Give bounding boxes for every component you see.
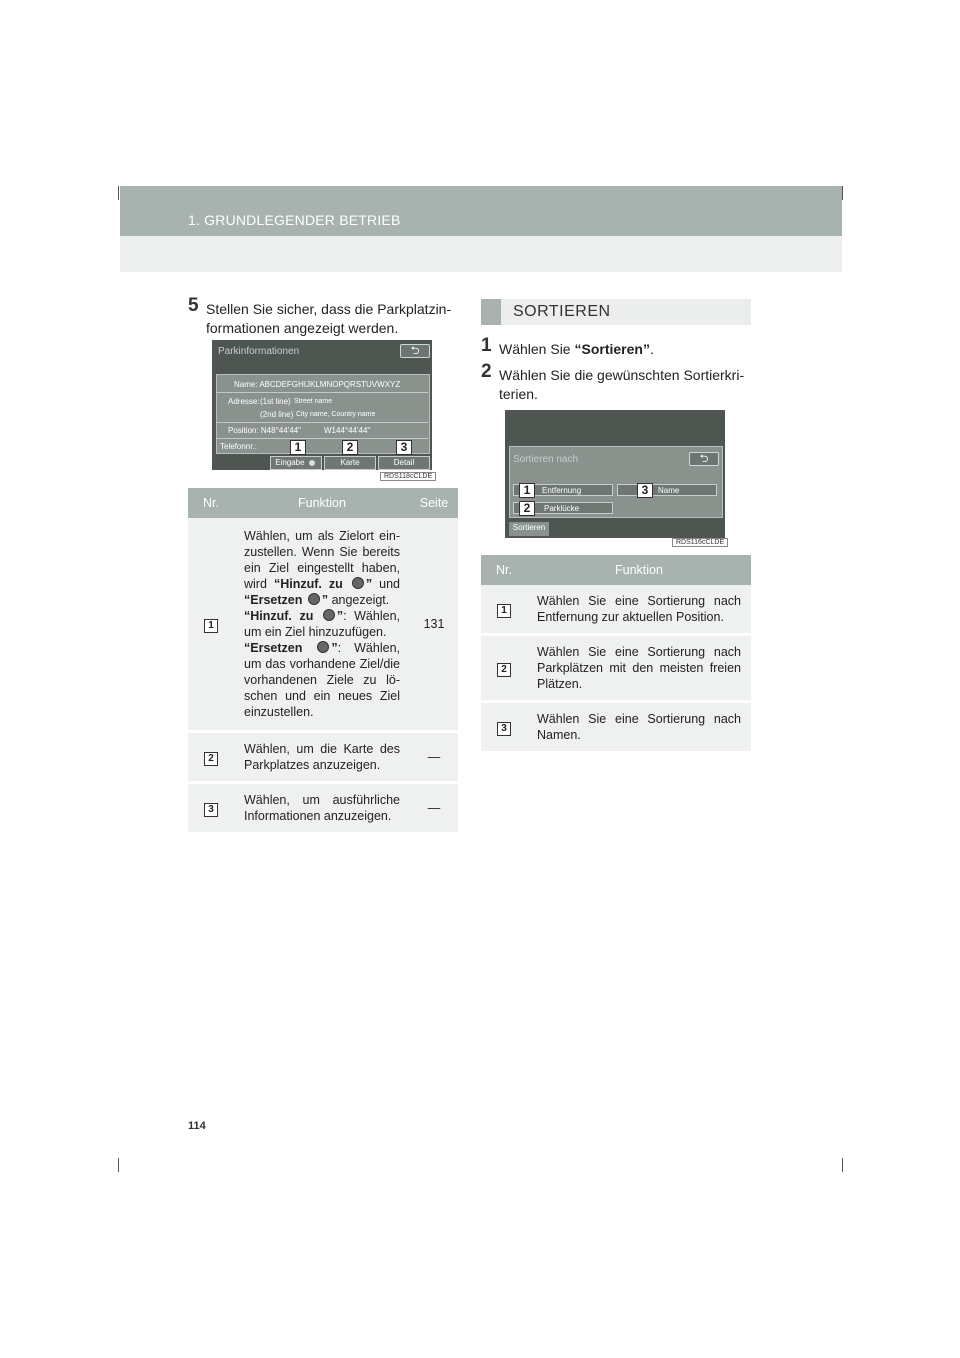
sort-screenshot (505, 410, 725, 538)
parkluecke-button[interactable]: Parklücke (513, 502, 613, 514)
text-fragment: : Wählen, um ein Ziel hinzuzufügen. (244, 609, 400, 639)
callout-3: 3 (396, 440, 412, 455)
row-number (188, 783, 234, 834)
text-fragment: . (649, 341, 654, 357)
destination-icon (323, 609, 335, 621)
destination-icon (308, 593, 320, 605)
text-fragment: : Wählen, um das vorhandene Ziel/die vorhandenen Ziele zu lö-schen und ein neues Ziel einzustellen. (244, 641, 400, 719)
address-line2-tag: (2nd line) (260, 410, 294, 419)
divider (216, 422, 428, 423)
eingabe-label: Eingabe (275, 458, 305, 467)
destination-icon (352, 577, 364, 589)
sortieren-tab[interactable]: Sortieren (509, 522, 549, 536)
section-marker (481, 299, 501, 325)
text-fragment: Wählen Sie (499, 341, 575, 357)
eingabe-button[interactable] (270, 456, 322, 470)
crop-mark (118, 186, 119, 200)
table-row (481, 702, 751, 753)
callout-1: 1 (290, 440, 306, 455)
quote-end: ” (331, 641, 338, 655)
screen-title: Sortieren nach (513, 454, 579, 465)
callout-1: 1 (519, 483, 535, 498)
step-text (499, 340, 654, 359)
row-function: Wählen Sie eine Sortierung nach Entfernung zur aktuellen Position. (527, 585, 751, 635)
header-subband (120, 236, 842, 272)
quote-hinzuf: “Hinzuf. zu (273, 577, 350, 591)
row-number (188, 518, 234, 732)
parking-info-screenshot (212, 340, 432, 470)
number-icon: 2 (497, 663, 511, 677)
back-button[interactable]: ⮌ (400, 344, 430, 358)
entfernung-button[interactable]: Entfernung (513, 484, 613, 496)
screen-title: Parkinformationen (218, 346, 300, 357)
step-1 (481, 335, 751, 360)
address-label: Adresse: (228, 397, 260, 406)
detail-button[interactable]: Detail (378, 456, 430, 470)
number-icon: 1 (204, 619, 218, 633)
destination-icon (317, 641, 329, 653)
col-header-nr: Nr. (481, 555, 527, 585)
left-function-table (188, 488, 458, 835)
row-page: 131 (410, 518, 458, 732)
header-band (120, 186, 842, 236)
callout-3: 3 (637, 483, 653, 498)
col-header-seite: Seite (410, 488, 458, 518)
step-number: 5 (188, 295, 199, 316)
page-number: 114 (188, 1120, 206, 1132)
table-row (188, 783, 458, 834)
table-row (481, 585, 751, 635)
row-page: — (410, 732, 458, 783)
divider (216, 438, 428, 439)
city-name: City name, Country name (296, 411, 376, 418)
text-fragment: und (372, 577, 400, 591)
step-text: Stellen Sie sicher, dass die Parkplatzin-formationen angezeigt werden. (206, 301, 452, 336)
quote-end: ” (336, 609, 344, 623)
quote-ersetzen: “Ersetzen (244, 641, 316, 655)
row-page: — (410, 783, 458, 834)
row-function: Wählen Sie eine Sortierung nach Parkplätzen mit den meisten freien Plätzen. (527, 635, 751, 702)
address-line1-tag: (1st line) (260, 397, 291, 406)
crop-mark (842, 1158, 843, 1172)
step-2 (481, 361, 751, 406)
destination-icon (309, 460, 315, 466)
figure-code: RDS118cCLDE (380, 472, 436, 481)
figure-code: RDS116cCLDE (672, 538, 728, 547)
col-header-funktion: Funktion (527, 555, 751, 585)
sortieren-label: “Sortieren” (574, 341, 650, 357)
street-name: Street name (294, 398, 333, 405)
position-n: Position: N48°44'44" (228, 426, 301, 435)
step-number: 1 (481, 335, 492, 356)
row-function (234, 518, 410, 732)
quote-hinzuf: “Hinzuf. zu (244, 609, 321, 623)
chapter-title: 1. GRUNDLEGENDER BETRIEB (188, 212, 401, 228)
divider (216, 392, 428, 393)
right-function-table (481, 555, 751, 754)
number-icon: 1 (497, 604, 511, 618)
table-row (481, 635, 751, 702)
text-fragment: Wählen, um als Zielort ein-zustellen. Wenn Sie bereits ein Ziel eingestellt haben, wird (244, 529, 400, 591)
quote-end: ” (321, 593, 329, 607)
callout-2: 2 (519, 501, 535, 516)
step-number: 2 (481, 361, 492, 382)
quote-end: ” (365, 577, 373, 591)
callout-2: 2 (342, 440, 358, 455)
text-fragment: angezeigt. (328, 593, 390, 607)
step-5 (188, 295, 462, 340)
number-icon: 3 (204, 803, 218, 817)
quote-ersetzen: “Ersetzen (244, 593, 306, 607)
back-button[interactable]: ⮌ (689, 452, 719, 466)
position-w: W144°44'44" (324, 426, 371, 435)
name-button[interactable]: Name (617, 484, 717, 496)
number-icon: 2 (204, 752, 218, 766)
row-number (481, 635, 527, 702)
section-heading (481, 299, 751, 325)
row-function: Wählen, um ausführliche Informationen anzuzeigen. (234, 783, 410, 834)
name-line: Name: ABCDEFGHIJKLMNOPQRSTUVWXYZ (234, 380, 401, 389)
phone-label: Telefonnr.: (220, 442, 257, 451)
row-number (188, 732, 234, 783)
number-icon: 3 (497, 722, 511, 736)
table-header-row (188, 488, 458, 518)
col-header-funktion: Funktion (234, 488, 410, 518)
row-function: Wählen, um die Karte des Parkplatzes anzuzeigen. (234, 732, 410, 783)
crop-mark (842, 186, 843, 200)
col-header-nr: Nr. (188, 488, 234, 518)
crop-mark (118, 1158, 119, 1172)
karte-button[interactable]: Karte (324, 456, 376, 470)
table-row (188, 732, 458, 783)
row-number (481, 702, 527, 753)
table-row (188, 518, 458, 732)
table-header-row (481, 555, 751, 585)
row-function: Wählen Sie eine Sortierung nach Namen. (527, 702, 751, 753)
section-title: SORTIEREN (513, 303, 611, 320)
step-text: Wählen Sie die gewünschten Sortierkri-terien. (499, 367, 745, 402)
row-number (481, 585, 527, 635)
